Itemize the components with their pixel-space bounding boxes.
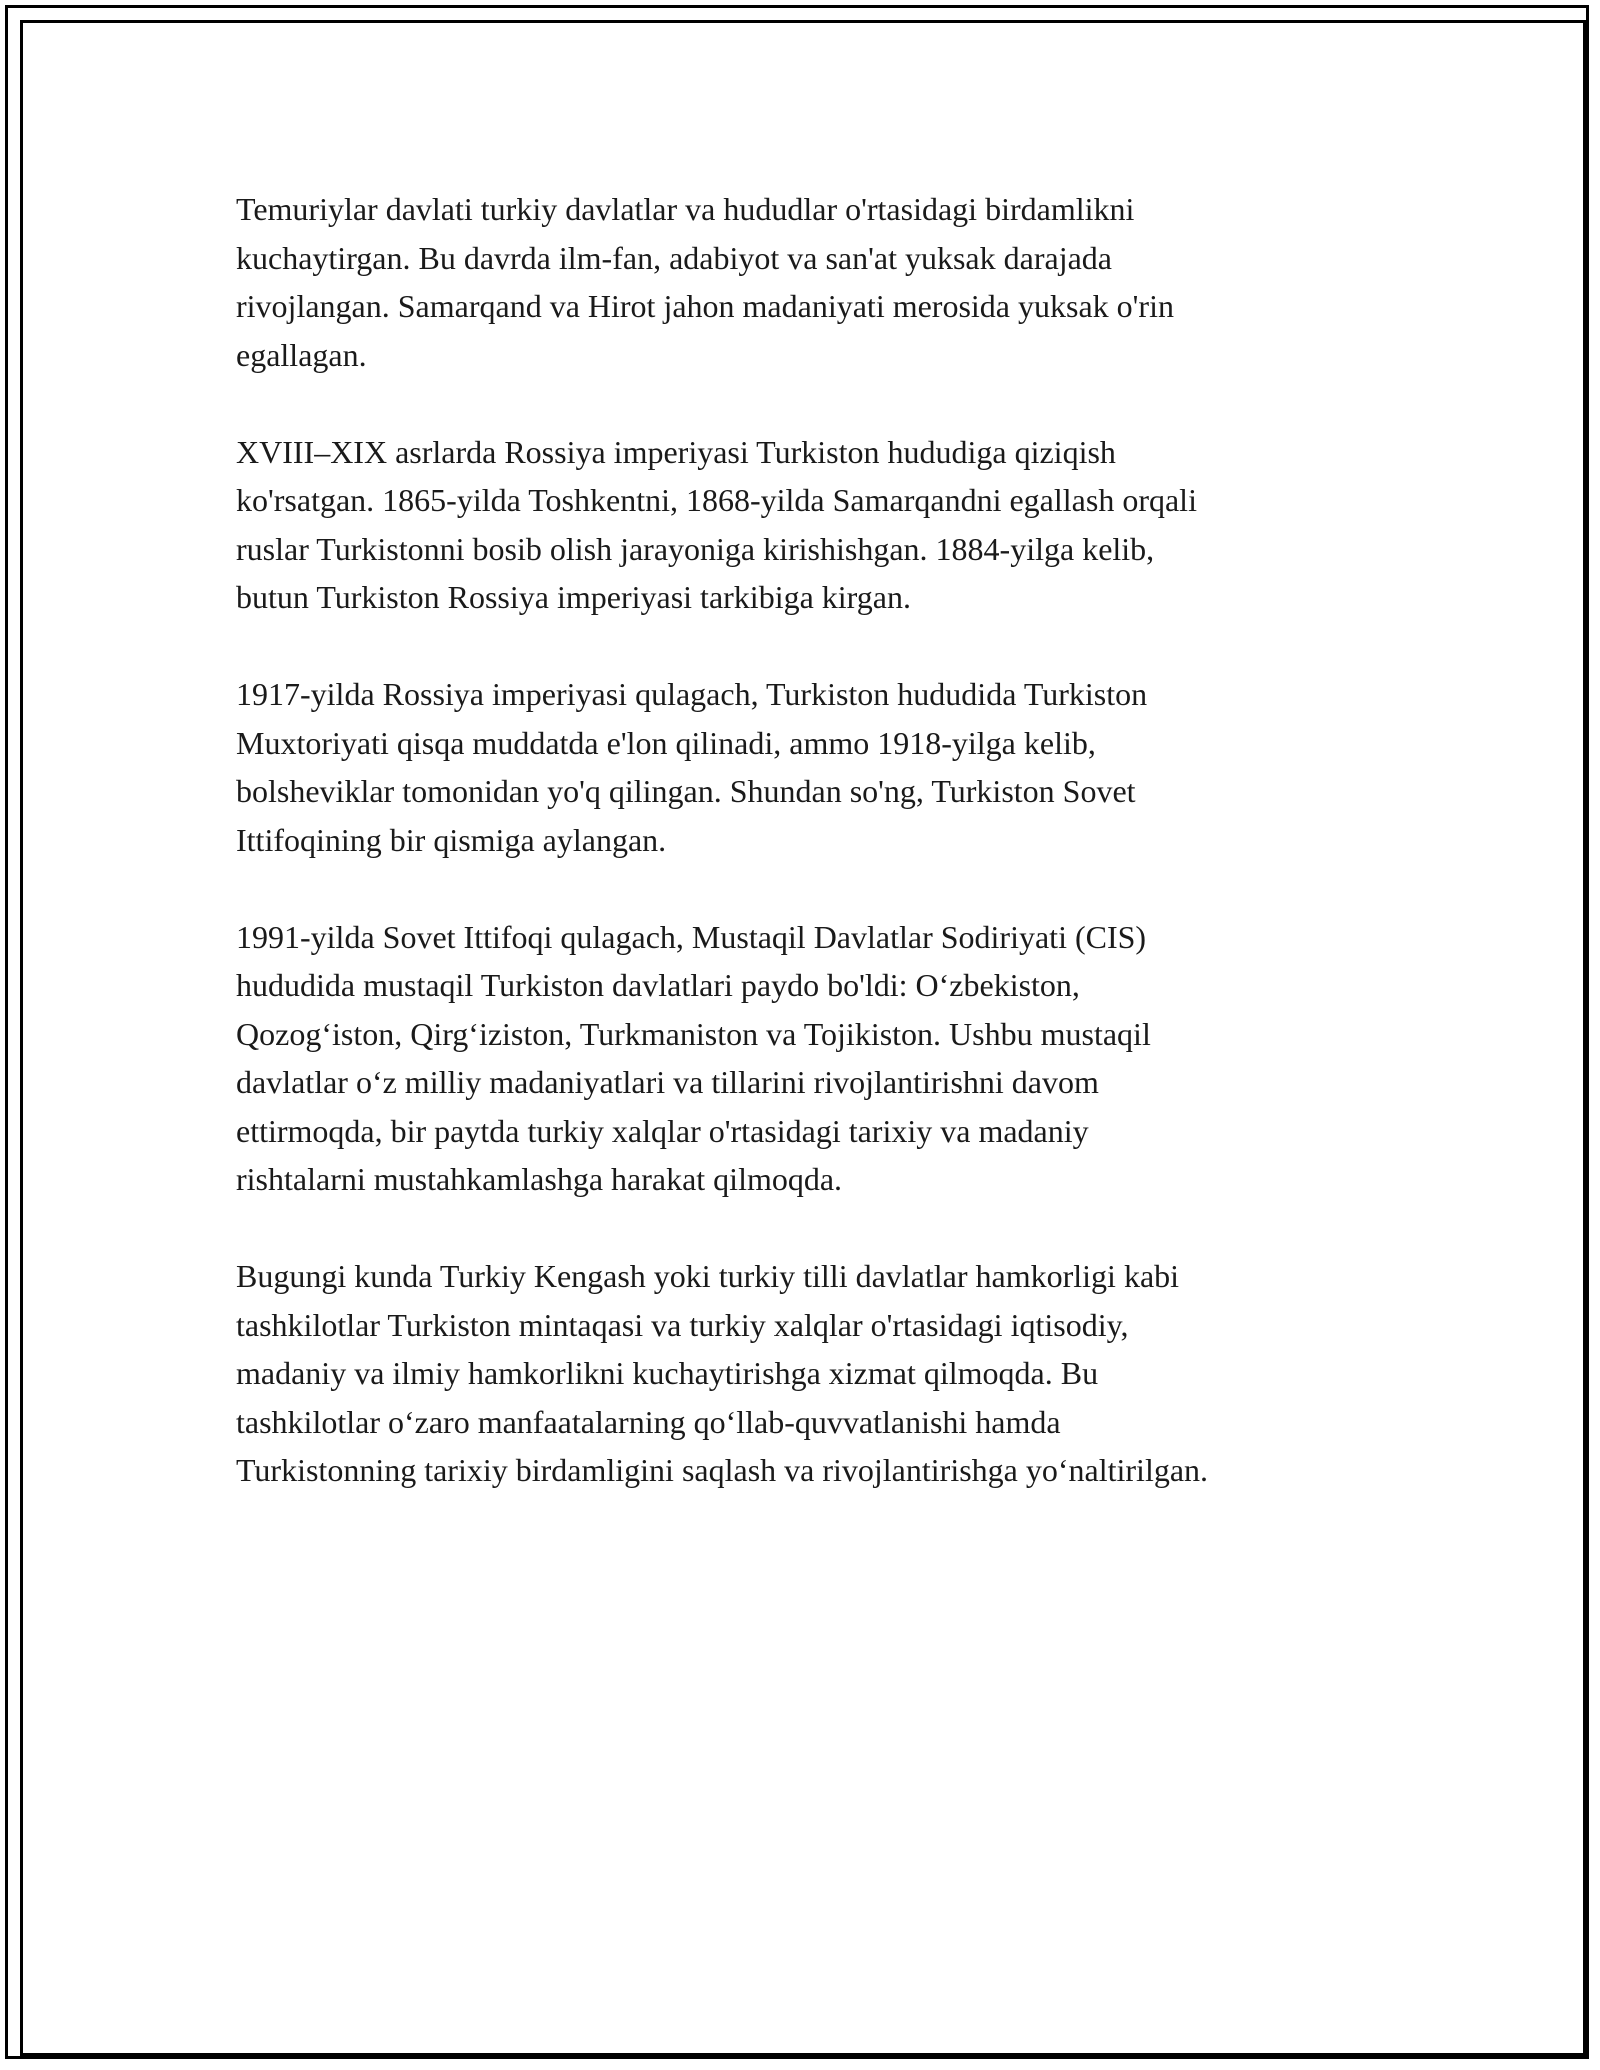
text-line: Muxtoriyati qisqa muddatda e'lon qilinadi, ammo 1918-yilga kelib, xyxy=(236,724,1096,761)
text-line: 1917-yilda Rossiya imperiyasi qulagach, Turkiston hududida Turkiston xyxy=(236,676,1148,712)
paragraph-timurids xyxy=(236,185,1386,379)
text-line: ettirmoqda, bir paytda turkiy xalqlar o'rtasidagi tarixiy va madaniy xyxy=(236,1112,1089,1149)
text-line: hududida mustaqil Turkiston davlatlari paydo bo'ldi: O‘zbekiston, xyxy=(236,967,1080,1003)
paragraph-russian-empire xyxy=(236,428,1386,622)
text-line: Ittifoqining bir qismiga aylangan. xyxy=(236,821,667,858)
text-line: kuchaytirgan. Bu davrda ilm-fan, adabiyot va san'at yuksak darajada xyxy=(236,239,1112,276)
text-line: davlatlar o‘z milliy madaniyatlari va tillarini rivojlantirishni davom xyxy=(236,1064,1099,1100)
text-line: Qozog‘iston, Qirg‘iziston, Turkmaniston va Tojikiston. Ushbu mustaqil xyxy=(236,1015,1151,1052)
text-line: madaniy va ilmiy hamkorlikni kuchaytirishga xizmat qilmoqda. Bu xyxy=(236,1355,1099,1391)
text-line: XVIII–XIX asrlarda Rossiya imperiyasi Turkiston hududiga qiziqish xyxy=(236,433,1116,470)
text-line: tashkilotlar o‘zaro manfaatalarning qo‘llab-quvvatlanishi hamda xyxy=(236,1403,1061,1440)
text-line: Bugungi kunda Turkiy Kengash yoki turkiy tilli davlatlar hamkorligi kabi xyxy=(236,1258,1180,1294)
text-line: egallagan. xyxy=(236,336,367,373)
text-line: butun Turkiston Rossiya imperiyasi tarkibiga kirgan. xyxy=(236,579,911,615)
paragraph-1991-independence xyxy=(236,913,1386,1204)
document-body xyxy=(236,185,1386,1543)
paragraph-1917-autonomy xyxy=(236,670,1386,864)
text-line: 1991-yilda Sovet Ittifoqi qulagach, Mustaqil Davlatlar Sodiriyati (CIS) xyxy=(236,918,1147,955)
text-line: bolsheviklar tomonidan yo'q qilingan. Shundan so'ng, Turkiston Sovet xyxy=(236,773,1136,809)
paragraph-turkic-council xyxy=(236,1252,1386,1495)
text-line: ko'rsatgan. 1865-yilda Toshkentni, 1868-yilda Samarqandni egallash orqali xyxy=(236,482,1197,518)
text-line: Turkistonning tarixiy birdamligini saqlash va rivojlantirishga yo‘naltirilgan. xyxy=(236,1452,1209,1488)
text-line: tashkilotlar Turkiston mintaqasi va turkiy xalqlar o'rtasidagi iqtisodiy, xyxy=(236,1306,1129,1343)
text-line: ruslar Turkistonni bosib olish jarayoniga kirishishgan. 1884-yilga kelib, xyxy=(236,530,1155,567)
text-line: Temuriylar davlati turkiy davlatlar va hududlar o'rtasidagi birdamlikni xyxy=(236,191,1135,227)
text-line: rivojlangan. Samarqand va Hirot jahon madaniyati merosida yuksak o'rin xyxy=(236,288,1174,324)
text-line: rishtalarni mustahkamlashga harakat qilmoqda. xyxy=(236,1161,843,1197)
